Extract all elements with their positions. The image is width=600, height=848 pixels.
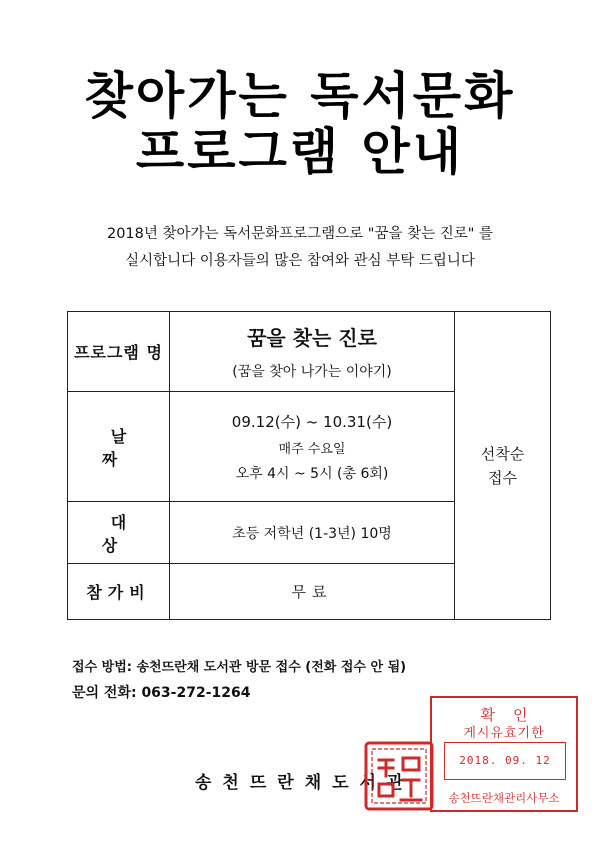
stamp-title: 확인: [480, 706, 546, 724]
date-range: 09.12(수) ~ 10.31(수): [231, 412, 393, 431]
stamp-date: 2018. 09. 12: [459, 754, 551, 767]
target-label: 대 상: [101, 512, 145, 555]
target-value: 초등 저학년 (1-3년) 10명: [232, 525, 392, 542]
page-title-line1: 찾아가는 독서문화: [84, 67, 516, 125]
library-name: 송천뜨란채도서관: [195, 773, 415, 793]
date-label-cell: [68, 392, 170, 502]
side-note-cell: [455, 312, 551, 620]
library-seal-stamp: [363, 740, 435, 812]
stamp-subtitle: 게시유효기한: [463, 726, 545, 741]
date-weekly: 매주 수요일: [278, 441, 346, 457]
date-value-cell: [170, 392, 455, 502]
side-note-line2: 접수: [488, 468, 517, 487]
seal-glyph-strokes: [379, 758, 421, 800]
fee-label-cell: [68, 564, 170, 620]
side-note-line1: 선착순: [480, 444, 525, 463]
signup-method: 접수 방법: 송천뜨란채 도서관 방문 접수 (전화 접수 안 됨): [72, 660, 407, 675]
fee-value: 무료: [291, 583, 333, 601]
fee-label: 참가비: [86, 583, 151, 602]
program-label: 프로그램 명: [74, 343, 163, 362]
contact-phone: 문의 전화: 063-272-1264: [72, 685, 251, 701]
program-name: 꿈을 찾는 진로: [247, 326, 377, 350]
intro-text-line1: 2018년 찾아가는 독서문화프로그램으로 "꿈을 찾는 진로" 를: [106, 226, 494, 242]
target-label-cell: [68, 502, 170, 564]
stamp-date-box: [444, 742, 566, 780]
stamp-office: 송천뜨란채관리사무소: [448, 791, 560, 805]
date-time: 오후 4시 ~ 5시 (총 6회): [235, 465, 389, 482]
confirmation-stamp: [430, 696, 578, 812]
program-label-cell: [68, 312, 170, 392]
date-label: 날 짜: [101, 426, 145, 469]
intro-text-line2: 실시합니다 이용자들의 많은 참여와 관심 부탁 드립니다: [125, 253, 475, 269]
fee-value-cell: [170, 564, 455, 620]
program-info-table: [67, 311, 551, 620]
program-subtitle: (꿈을 찾아 나가는 이야기): [232, 364, 392, 380]
table-row-program: [68, 312, 551, 392]
target-value-cell: [170, 502, 455, 564]
page-title-line2: 프로그램 안내: [135, 123, 465, 181]
program-value-cell: [170, 312, 455, 392]
